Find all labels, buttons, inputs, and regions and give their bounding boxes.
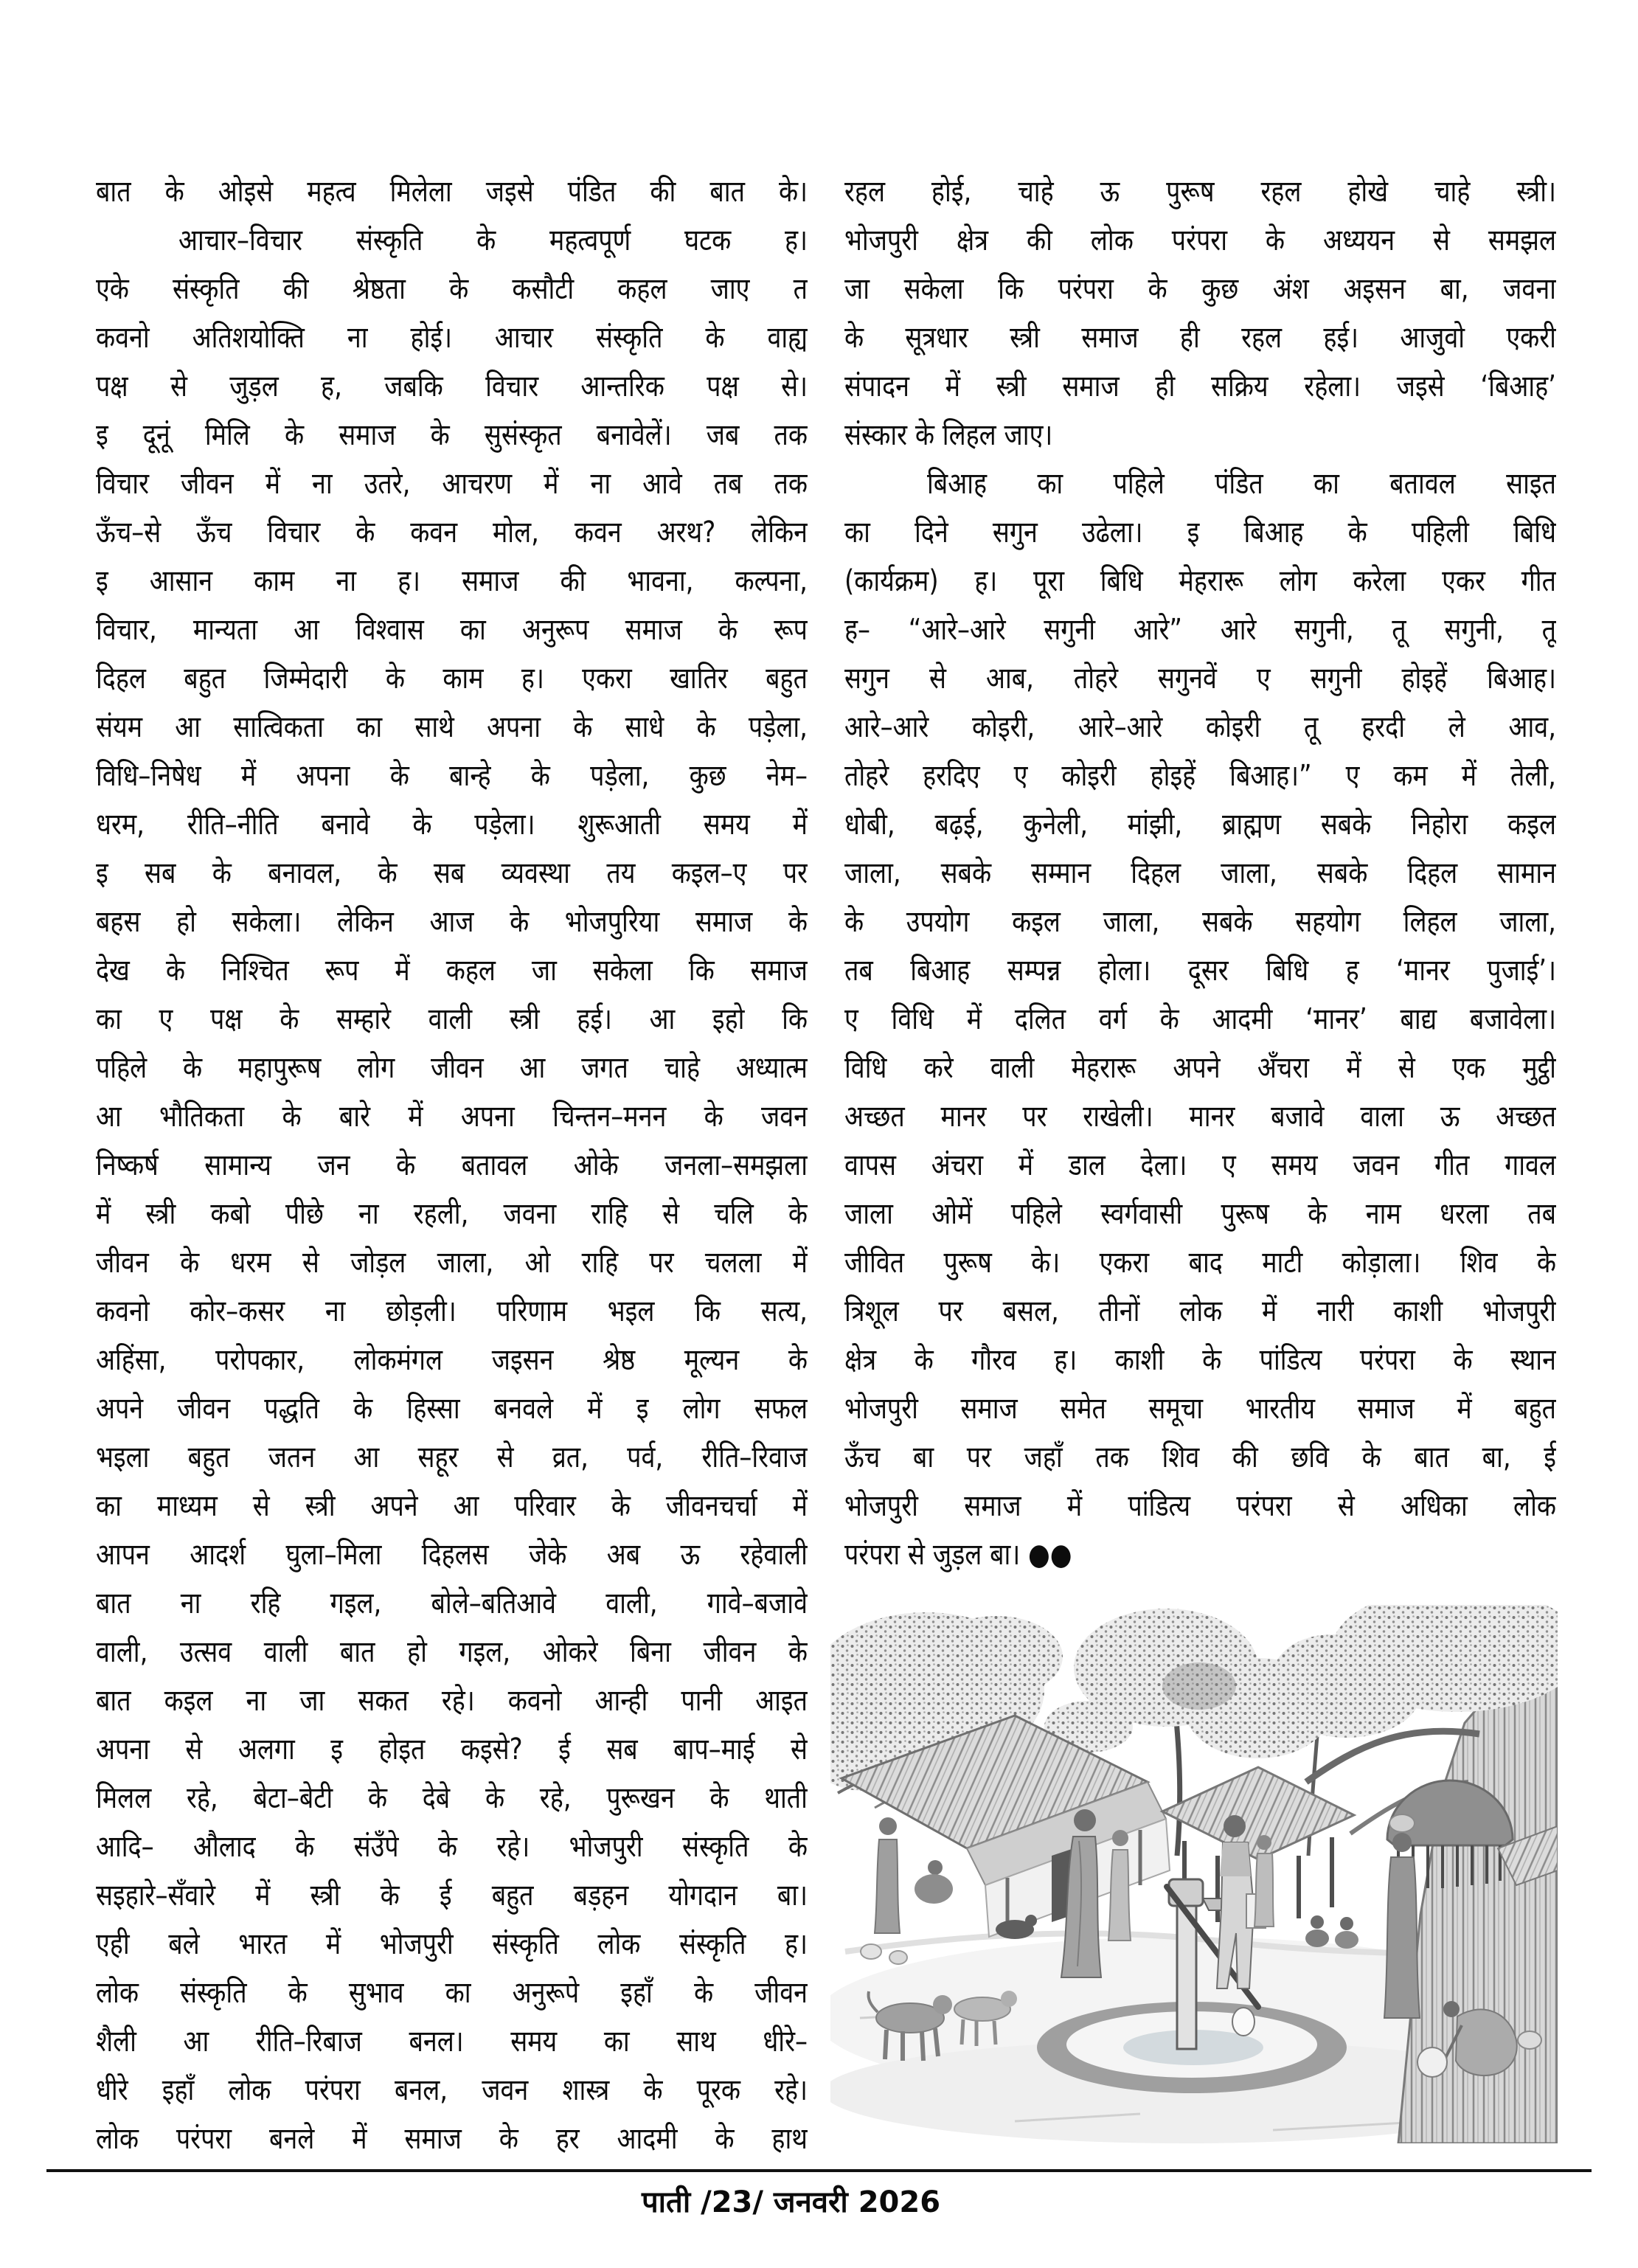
text-line: शैली आ रीति–रिबाज बनल। समय का साथ धीरे– bbox=[96, 2024, 808, 2059]
text-line: अहिंसा, परोपकार, लोकमंगल जइसन श्रेष्ठ मूल्यन के bbox=[96, 1342, 808, 1378]
text-line: रहल होई, चाहे ऊ पुरूष रहल होखे चाहे स्त्री। bbox=[844, 174, 1556, 209]
text-line: सगुन से आब, तोहरे सगुनवें ए सगुनी होइहें बिआह। bbox=[844, 661, 1556, 696]
text-line: क्षेत्र के गौरव ह। काशी के पांडित्य परंपरा के स्थान bbox=[844, 1342, 1556, 1378]
text-line: त्रिशूल पर बसल, तीनों लोक में नारी काशी भोजपुरी bbox=[844, 1294, 1556, 1329]
text-line: का माध्यम से स्त्री अपने आ परिवार के जीवनचर्चा में bbox=[96, 1488, 808, 1524]
text-line: जीवन के धरम से जोड़ल जाला, ओ राहि पर चलला में bbox=[96, 1245, 808, 1280]
text-line: धोबी, बढ़ई, कुनेली, मांझी, ब्राह्मण सबके निहोरा कइल bbox=[844, 807, 1556, 842]
text-line: ए विधि में दलित वर्ग के आदमी ‘मानर’ बाद्य बजावेला। bbox=[844, 1002, 1556, 1037]
text-line: विधि करे वाली मेहरारू अपने अँचरा में से एक मुट्ठी bbox=[844, 1050, 1556, 1086]
text-line: भोजपुरी क्षेत्र की लोक परंपरा के अध्ययन से समझल bbox=[844, 223, 1556, 258]
text-line: अपना से अलगा इ होइत कइसे? ई सब बाप–माई से bbox=[96, 1732, 808, 1767]
text-line: आदि– औलाद के संउँपे के रहे। भोजपुरी संस्कृति के bbox=[96, 1829, 808, 1865]
village-scene-illustration bbox=[830, 1605, 1558, 2143]
text-line: विचार, मान्यता आ विश्वास का अनुरूप समाज के रूप bbox=[96, 612, 808, 648]
text-line: धीरे इहाँ लोक परंपरा बनल, जवन शास्त्र के पूरक रहे। bbox=[96, 2073, 808, 2108]
text-line: बात के ओइसे महत्व मिलेला जइसे पंडित की बात के। bbox=[96, 174, 808, 209]
text-line: ऊँच–से ऊँच विचार के कवन मोल, कवन अरथ? लेकिन bbox=[96, 515, 808, 550]
text-line: देख के निश्चित रूप में कहल जा सकेला कि समाज bbox=[96, 953, 808, 988]
text-line: वापस अंचरा में डाल देला। ए समय जवन गीत गावल bbox=[844, 1148, 1556, 1183]
article-column-left bbox=[96, 168, 808, 2164]
text-line: ह– “आरे–आरे सगुनी आरे” आरे सगुनी, तू सगुनी, तू bbox=[844, 612, 1556, 648]
text-line: का दिने सगुन उढेला। इ बिआह के पहिली बिधि bbox=[844, 515, 1556, 550]
text-line: जाला, सबके सम्मान दिहल जाला, सबके दिहल सामान bbox=[844, 856, 1556, 891]
text-line: (कार्यक्रम) ह। पूरा बिधि मेहरारू लोग करेला एकर गीत bbox=[844, 563, 1556, 599]
text-line: विधि–निषेध में अपना के बान्हे के पड़ेला, कुछ नेम– bbox=[96, 758, 808, 794]
text-line: आपन आदर्श घुला–मिला दिहलस जेके अब ऊ रहेवाली bbox=[96, 1537, 808, 1572]
text-line: तोहरे हरदिए ए कोइरी होइहें बिआह।” ए कम में तेली, bbox=[844, 758, 1556, 794]
text-line: कवनो कोर–कसर ना छोड़ली। परिणाम भइल कि सत्य, bbox=[96, 1294, 808, 1329]
text-line: भोजपुरी समाज में पांडित्य परंपरा से अधिका लोक bbox=[844, 1488, 1556, 1524]
text-line: संस्कार के लिहल जाए। bbox=[844, 417, 1053, 453]
text-line: सइहारे–सँवारे में स्त्री के ई बहुत बड़हन योगदान बा। bbox=[96, 1878, 808, 1913]
text-line: बात ना रहि गइल, बोले–बतिआवे वाली, गावे–बजावे bbox=[96, 1586, 808, 1621]
text-line: संपादन में स्त्री समाज ही सक्रिय रहेला। जइसे ‘बिआह’ bbox=[844, 369, 1556, 404]
text-line: के सूत्रधार स्त्री समाज ही रहल हई। आजुवो एकरी bbox=[844, 320, 1556, 356]
text-line: आ भौतिकता के बारे में अपना चिन्तन–मनन के जवन bbox=[96, 1099, 808, 1134]
page-footer: पाती /23/ जनवरी 2026 bbox=[641, 2185, 941, 2219]
text-line: आरे–आरे कोइरी, आरे–आरे कोइरी तू हरदी ले आव, bbox=[844, 710, 1556, 745]
footer-divider bbox=[46, 2169, 1592, 2172]
text-line: ऊँच बा पर जहाँ तक शिव की छवि के बात बा, ई bbox=[844, 1440, 1556, 1475]
text-line: धरम, रीति–नीति बनावे के पड़ेला। शुरूआती समय में bbox=[96, 807, 808, 842]
text-line: कवनो अतिशयोक्ति ना होई। आचार संस्कृति के वाह्य bbox=[96, 320, 808, 356]
text-line: बहस हो सकेला। लेकिन आज के भोजपुरिया समाज के bbox=[96, 904, 808, 940]
text-line: वाली, उत्सव वाली बात हो गइल, ओकरे बिना जीवन के bbox=[96, 1634, 808, 1670]
text-line: परंपरा से जुड़ल बा। ●● bbox=[844, 1537, 1072, 1572]
text-line: अपने जीवन पद्धति के हिस्सा बनवले में इ लोग सफल bbox=[96, 1391, 808, 1426]
text-line: अच्छत मानर पर राखेली। मानर बजावे वाला ऊ अच्छत bbox=[844, 1099, 1556, 1134]
text-line: भोजपुरी समाज समेत समूचा भारतीय समाज में बहुत bbox=[844, 1391, 1556, 1426]
text-line: तब बिआह सम्पन्न होला। दूसर बिधि ह ‘मानर पुजाई’। bbox=[844, 953, 1556, 988]
text-line: जीवित पुरूष के। एकरा बाद माटी कोड़ाला। शिव के bbox=[844, 1245, 1556, 1280]
text-line: इ दूनूं मिलि के समाज के सुसंस्कृत बनावेलें। जब तक bbox=[96, 417, 808, 453]
text-line: मिलल रहे, बेटा–बेटी के देबे के रहे, पुरूखन के थाती bbox=[96, 1780, 808, 1816]
text-line: निष्कर्ष सामान्य जन के बतावल ओके जनला–समझला bbox=[96, 1148, 808, 1183]
article-column-right bbox=[844, 168, 1556, 1580]
text-line: लोक संस्कृति के सुभाव का अनुरूपे इहाँ के जीवन bbox=[96, 1975, 808, 2011]
text-line: जा सकेला कि परंपरा के कुछ अंश अइसन बा, जवना bbox=[844, 271, 1556, 307]
text-line: के उपयोग कइल जाला, सबके सहयोग लिहल जाला, bbox=[844, 904, 1556, 940]
text-line: एही बले भारत में भोजपुरी संस्कृति लोक संस्कृति ह। bbox=[96, 1927, 808, 1962]
text-line: जाला ओमें पहिले स्वर्गवासी पुरूष के नाम धरला तब bbox=[844, 1196, 1556, 1232]
text-line: बात कइल ना जा सकत रहे। कवनो आन्ही पानी आइत bbox=[96, 1683, 808, 1719]
text-line: का ए पक्ष के सम्हारे वाली स्त्री हई। आ इहो कि bbox=[96, 1002, 808, 1037]
text-line: एके संस्कृति की श्रेष्ठता के कसौटी कहल जाए त bbox=[96, 271, 808, 307]
text-line: संयम आ सात्विकता का साथे अपना के साधे के पड़ेला, bbox=[96, 710, 808, 745]
text-line: बिआह का पहिले पंडित का बतावल साइत bbox=[927, 466, 1556, 502]
text-line: पहिले के महापुरूष लोग जीवन आ जगत चाहे अध्यात्म bbox=[96, 1050, 808, 1086]
text-line: इ आसान काम ना ह। समाज की भावना, कल्पना, bbox=[96, 563, 808, 599]
text-line: दिहल बहुत जिम्मेदारी के काम ह। एकरा खातिर बहुत bbox=[96, 661, 808, 696]
text-line: विचार जीवन में ना उतरे, आचरण में ना आवे तब तक bbox=[96, 466, 808, 502]
text-line: इ सब के बनावल, के सब व्यवस्था तय कइल–ए पर bbox=[96, 856, 808, 891]
text-line: में स्त्री कबो पीछे ना रहली, जवना राहि से चलि के bbox=[96, 1196, 808, 1232]
text-line: पक्ष से जुड़ल ह, जबकि विचार आन्तरिक पक्ष से। bbox=[96, 369, 808, 404]
text-line: लोक परंपरा बनले में समाज के हर आदमी के हाथ bbox=[96, 2121, 808, 2157]
text-line: भइला बहुत जतन आ सहूर से व्रत, पर्व, रीति–रिवाज bbox=[96, 1440, 808, 1475]
text-line: आचार–विचार संस्कृति के महत्वपूर्ण घटक ह। bbox=[178, 223, 808, 258]
